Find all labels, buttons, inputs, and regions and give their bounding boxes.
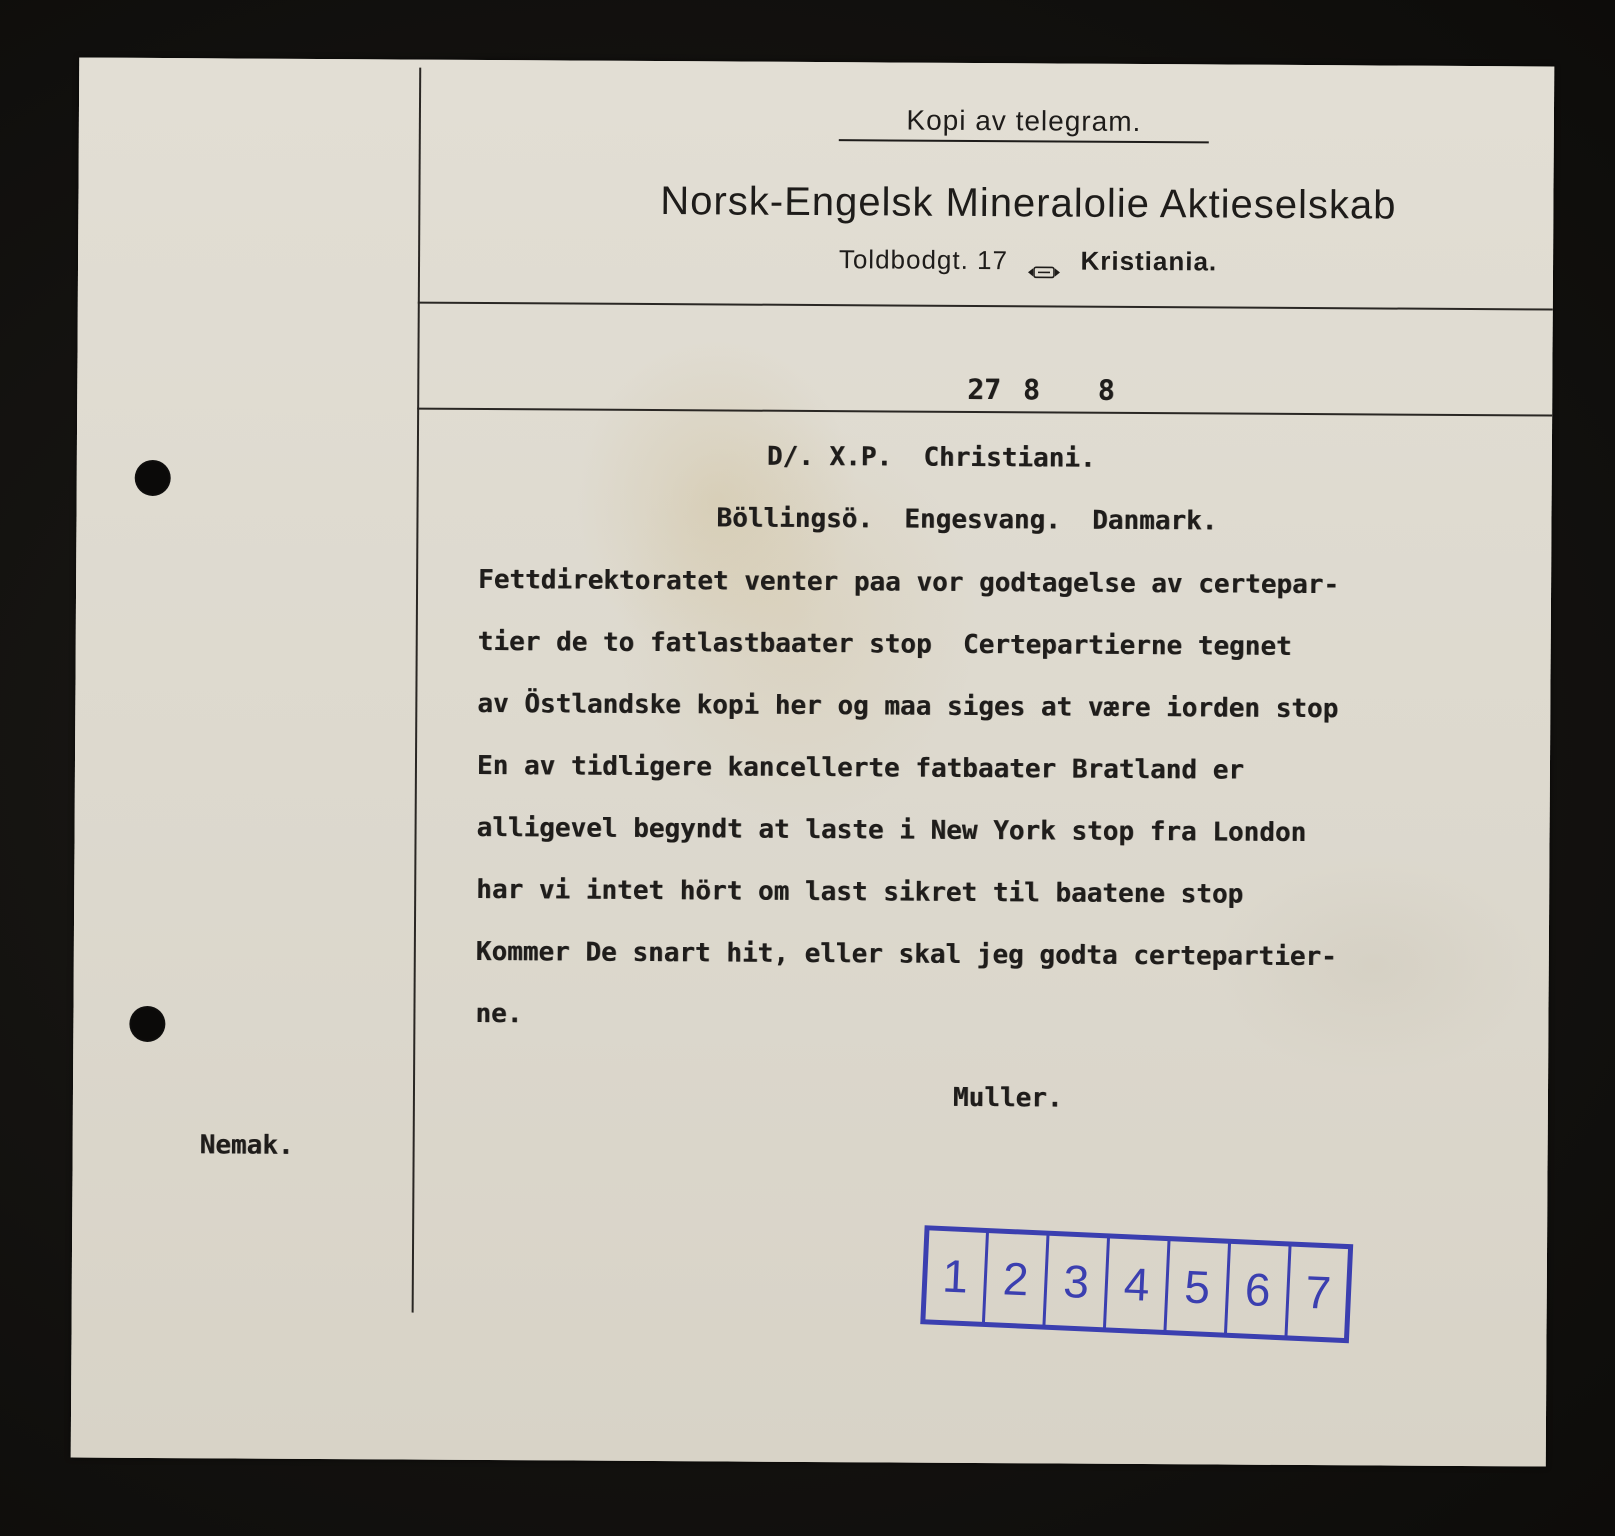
company-name: Norsk-Engelsk Mineralolie Aktieselskab — [660, 179, 1397, 228]
body-line: En av tidligere kancellerte fatbaater Bratland er — [476, 750, 1245, 786]
margin-note: Nemak. — [199, 1130, 294, 1161]
company-address — [778, 244, 1278, 278]
date-month: 8 — [1022, 373, 1040, 407]
stamp-divider — [1225, 1241, 1229, 1335]
stamp-digit: 1 — [941, 1249, 970, 1303]
stamp-digit: 2 — [1001, 1252, 1030, 1306]
punch-hole-top — [135, 460, 171, 496]
number-stamp-graphic — [920, 1225, 1354, 1344]
stamp-divider — [1104, 1236, 1108, 1330]
body-line: alligevel begyndt at laste i New York stop fra London — [476, 812, 1307, 849]
stamp-digit: 3 — [1062, 1254, 1091, 1309]
addressee-location: Böllingsö. Engesvang. Danmark. — [716, 503, 1218, 537]
document-heading: Kopi av telegram. — [839, 104, 1209, 143]
signature: Muller. — [952, 1082, 1063, 1114]
punch-hole-bottom — [129, 1006, 165, 1042]
letterhead-divider — [418, 302, 1553, 311]
date-divider — [417, 408, 1552, 417]
stamp-divider — [1286, 1244, 1290, 1338]
stamp-digit: 5 — [1183, 1260, 1212, 1314]
address-street: Toldbodgt. 17 — [838, 244, 1009, 276]
date-day: 27 — [967, 372, 1002, 407]
date-year: 8 — [1097, 373, 1115, 407]
stamp-digit: 4 — [1122, 1257, 1151, 1311]
telegram-copy-page — [71, 58, 1555, 1467]
addressee-name: D/. X.P. Christiani. — [766, 441, 1096, 474]
stamp-digit: 6 — [1243, 1263, 1272, 1317]
body-line: av Östlandske kopi her og maa siges at være iorden stop — [477, 688, 1339, 725]
stamp-digit: 7 — [1304, 1265, 1333, 1319]
stamp-divider — [1165, 1239, 1169, 1333]
telegram-body — [475, 565, 1488, 1067]
margin-line — [412, 68, 422, 1313]
stamp-divider — [983, 1231, 987, 1325]
number-stamp — [920, 1225, 1354, 1344]
body-line: Fettdirektoratet venter paa vor godtagelse av certepar- — [478, 564, 1340, 601]
body-line: har vi intet hört om last sikret til baatene stop — [476, 874, 1244, 910]
stamp-divider — [1044, 1233, 1048, 1327]
body-line: Kommer De snart hit, eller skal jeg godta certepartier- — [475, 936, 1337, 973]
body-line: tier de to fatlastbaater stop Certepartierne tegnet — [477, 626, 1292, 662]
address-city: Kristiania. — [1080, 245, 1218, 277]
telegraph-ornament-icon — [1026, 255, 1062, 269]
body-line: ne. — [475, 998, 523, 1030]
telegram-date — [967, 373, 1115, 407]
